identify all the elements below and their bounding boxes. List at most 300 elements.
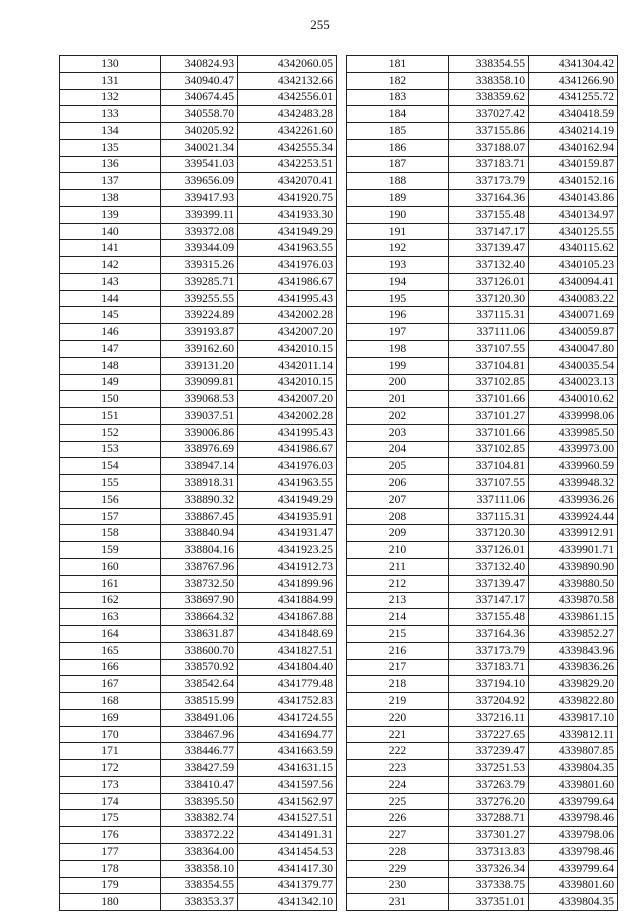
point-number-cell: 133 [60,106,161,123]
point-number-cell: 183 [347,89,449,106]
x-coordinate-cell: 337120.30 [449,525,529,542]
y-coordinate-cell: 4341527.51 [238,810,337,827]
table-row [60,223,337,240]
y-coordinate-cell: 4341804.40 [238,659,337,676]
table-row [60,609,337,626]
point-number-cell: 209 [347,525,449,542]
table-body [60,56,337,911]
x-coordinate-cell: 337132.40 [449,257,529,274]
table-row [347,776,618,793]
x-coordinate-cell: 337155.48 [449,609,529,626]
table-row [60,341,337,358]
y-coordinate-cell: 4340162.94 [529,139,618,156]
y-coordinate-cell: 4340059.87 [529,324,618,341]
point-number-cell: 207 [347,491,449,508]
x-coordinate-cell: 337164.36 [449,626,529,643]
point-number-cell: 151 [60,408,161,425]
y-coordinate-cell: 4340418.59 [529,106,618,123]
point-number-cell: 136 [60,156,161,173]
x-coordinate-cell: 337120.30 [449,290,529,307]
x-coordinate-cell: 337101.66 [449,391,529,408]
y-coordinate-cell: 4342002.28 [238,307,337,324]
y-coordinate-cell: 4342002.28 [238,408,337,425]
table-row [347,525,618,542]
x-coordinate-cell: 338354.55 [449,56,529,73]
point-number-cell: 178 [60,860,161,877]
x-coordinate-cell: 340824.93 [161,56,238,73]
point-number-cell: 163 [60,609,161,626]
point-number-cell: 200 [347,374,449,391]
x-coordinate-cell: 338840.94 [161,525,238,542]
x-coordinate-cell: 337126.01 [449,542,529,559]
point-number-cell: 189 [347,190,449,207]
x-coordinate-cell: 337101.27 [449,408,529,425]
y-coordinate-cell: 4339843.96 [529,642,618,659]
y-coordinate-cell: 4339804.35 [529,760,618,777]
point-number-cell: 171 [60,743,161,760]
x-coordinate-cell: 337216.11 [449,709,529,726]
y-coordinate-cell: 4339804.35 [529,894,618,911]
x-coordinate-cell: 339099.81 [161,374,238,391]
point-number-cell: 231 [347,894,449,911]
table-row [60,307,337,324]
x-coordinate-cell: 338353.37 [161,894,238,911]
x-coordinate-cell: 338491.06 [161,709,238,726]
x-coordinate-cell: 337276.20 [449,793,529,810]
table-row [347,542,618,559]
x-coordinate-cell: 339344.09 [161,240,238,257]
point-number-cell: 155 [60,475,161,492]
point-number-cell: 188 [347,173,449,190]
y-coordinate-cell: 4340071.69 [529,307,618,324]
x-coordinate-cell: 338382.74 [161,810,238,827]
table-row [60,441,337,458]
y-coordinate-cell: 4339852.27 [529,626,618,643]
y-coordinate-cell: 4341752.83 [238,693,337,710]
x-coordinate-cell: 338570.92 [161,659,238,676]
table-row [60,324,337,341]
x-coordinate-cell: 337164.36 [449,190,529,207]
table-row [347,139,618,156]
table-row [60,240,337,257]
y-coordinate-cell: 4341255.72 [529,89,618,106]
x-coordinate-cell: 338804.16 [161,542,238,559]
table-row [347,206,618,223]
point-number-cell: 211 [347,558,449,575]
point-number-cell: 226 [347,810,449,827]
y-coordinate-cell: 4341923.25 [238,542,337,559]
x-coordinate-cell: 337132.40 [449,558,529,575]
x-coordinate-cell: 337183.71 [449,156,529,173]
point-number-cell: 218 [347,676,449,693]
point-number-cell: 197 [347,324,449,341]
x-coordinate-cell: 338427.59 [161,760,238,777]
x-coordinate-cell: 337173.79 [449,173,529,190]
y-coordinate-cell: 4341949.29 [238,491,337,508]
table-row [347,173,618,190]
table-row [347,156,618,173]
y-coordinate-cell: 4340035.54 [529,357,618,374]
y-coordinate-cell: 4341931.47 [238,525,337,542]
x-coordinate-cell: 338364.00 [161,843,238,860]
table-row [347,290,618,307]
x-coordinate-cell: 339372.08 [161,223,238,240]
point-number-cell: 224 [347,776,449,793]
y-coordinate-cell: 4342011.14 [238,357,337,374]
point-number-cell: 175 [60,810,161,827]
point-number-cell: 222 [347,743,449,760]
table-row [60,408,337,425]
x-coordinate-cell: 337102.85 [449,441,529,458]
point-number-cell: 150 [60,391,161,408]
table-row [347,72,618,89]
x-coordinate-cell: 337115.31 [449,307,529,324]
y-coordinate-cell: 4341963.55 [238,240,337,257]
y-coordinate-cell: 4339829.20 [529,676,618,693]
table-row [347,693,618,710]
table-row [347,475,618,492]
x-coordinate-cell: 339656.09 [161,173,238,190]
point-number-cell: 132 [60,89,161,106]
y-coordinate-cell: 4341848.69 [238,626,337,643]
y-coordinate-cell: 4341995.43 [238,290,337,307]
table-row [60,709,337,726]
point-number-cell: 215 [347,626,449,643]
table-row [60,743,337,760]
point-number-cell: 166 [60,659,161,676]
table-row [347,374,618,391]
table-row [347,56,618,73]
y-coordinate-cell: 4340143.86 [529,190,618,207]
y-coordinate-cell: 4339798.46 [529,843,618,860]
x-coordinate-cell: 337126.01 [449,273,529,290]
point-number-cell: 168 [60,693,161,710]
y-coordinate-cell: 4339807.85 [529,743,618,760]
x-coordinate-cell: 338359.62 [449,89,529,106]
x-coordinate-cell: 338446.77 [161,743,238,760]
x-coordinate-cell: 337188.07 [449,139,529,156]
point-number-cell: 199 [347,357,449,374]
x-coordinate-cell: 337313.83 [449,843,529,860]
y-coordinate-cell: 4341597.56 [238,776,337,793]
point-number-cell: 185 [347,123,449,140]
point-number-cell: 221 [347,726,449,743]
x-coordinate-cell: 338600.70 [161,642,238,659]
point-number-cell: 217 [347,659,449,676]
x-coordinate-cell: 340674.45 [161,89,238,106]
table-row [347,223,618,240]
x-coordinate-cell: 337111.06 [449,491,529,508]
point-number-cell: 152 [60,424,161,441]
x-coordinate-cell: 340205.92 [161,123,238,140]
table-row [347,307,618,324]
table-row [347,843,618,860]
x-coordinate-cell: 337183.71 [449,659,529,676]
table-row [347,575,618,592]
table-row [347,508,618,525]
point-number-cell: 227 [347,827,449,844]
point-number-cell: 219 [347,693,449,710]
x-coordinate-cell: 339417.93 [161,190,238,207]
x-coordinate-cell: 337338.75 [449,877,529,894]
table-row [347,743,618,760]
y-coordinate-cell: 4340105.23 [529,257,618,274]
table-row [347,760,618,777]
point-number-cell: 186 [347,139,449,156]
y-coordinate-cell: 4341986.67 [238,273,337,290]
point-number-cell: 139 [60,206,161,223]
table-row [347,894,618,911]
x-coordinate-cell: 338358.10 [449,72,529,89]
x-coordinate-cell: 339399.11 [161,206,238,223]
point-number-cell: 182 [347,72,449,89]
table-row [347,676,618,693]
y-coordinate-cell: 4339822.80 [529,693,618,710]
point-number-cell: 165 [60,642,161,659]
table-row [60,776,337,793]
point-number-cell: 173 [60,776,161,793]
x-coordinate-cell: 338918.31 [161,475,238,492]
x-coordinate-cell: 337288.71 [449,810,529,827]
table-row [60,206,337,223]
point-number-cell: 146 [60,324,161,341]
table-row [60,860,337,877]
y-coordinate-cell: 4341935.91 [238,508,337,525]
y-coordinate-cell: 4341304.42 [529,56,618,73]
y-coordinate-cell: 4340115.62 [529,240,618,257]
table-row [60,106,337,123]
point-number-cell: 202 [347,408,449,425]
point-number-cell: 230 [347,877,449,894]
point-number-cell: 141 [60,240,161,257]
y-coordinate-cell: 4339801.60 [529,776,618,793]
x-coordinate-cell: 339193.87 [161,324,238,341]
table-row [347,357,618,374]
table-row [60,626,337,643]
x-coordinate-cell: 337239.47 [449,743,529,760]
table-row [60,475,337,492]
table-row [347,257,618,274]
point-number-cell: 131 [60,72,161,89]
table-row [347,592,618,609]
x-coordinate-cell: 339037.51 [161,408,238,425]
point-number-cell: 187 [347,156,449,173]
point-number-cell: 201 [347,391,449,408]
table-row [347,860,618,877]
y-coordinate-cell: 4339801.60 [529,877,618,894]
x-coordinate-cell: 340558.70 [161,106,238,123]
x-coordinate-cell: 339006.86 [161,424,238,441]
y-coordinate-cell: 4342007.20 [238,391,337,408]
x-coordinate-cell: 339285.71 [161,273,238,290]
point-number-cell: 214 [347,609,449,626]
table-row [60,374,337,391]
y-coordinate-cell: 4339998.06 [529,408,618,425]
table-row [60,257,337,274]
point-number-cell: 191 [347,223,449,240]
y-coordinate-cell: 4341963.55 [238,475,337,492]
table-row [60,693,337,710]
point-number-cell: 143 [60,273,161,290]
point-number-cell: 170 [60,726,161,743]
table-row [347,240,618,257]
point-number-cell: 220 [347,709,449,726]
point-number-cell: 156 [60,491,161,508]
table-body [347,56,618,911]
y-coordinate-cell: 4341920.75 [238,190,337,207]
table-row [60,139,337,156]
x-coordinate-cell: 337301.27 [449,827,529,844]
y-coordinate-cell: 4342060.05 [238,56,337,73]
x-coordinate-cell: 340940.47 [161,72,238,89]
table-row [60,843,337,860]
x-coordinate-cell: 338697.90 [161,592,238,609]
table-row [347,558,618,575]
coordinates-table-right [346,55,618,911]
y-coordinate-cell: 4339924.44 [529,508,618,525]
y-coordinate-cell: 4341899.96 [238,575,337,592]
table-row [60,676,337,693]
table-row [60,156,337,173]
point-number-cell: 210 [347,542,449,559]
y-coordinate-cell: 4339861.15 [529,609,618,626]
table-row [347,341,618,358]
point-number-cell: 204 [347,441,449,458]
point-number-cell: 195 [347,290,449,307]
table-row [347,726,618,743]
y-coordinate-cell: 4339973.00 [529,441,618,458]
point-number-cell: 193 [347,257,449,274]
point-number-cell: 228 [347,843,449,860]
y-coordinate-cell: 4340010.62 [529,391,618,408]
x-coordinate-cell: 337194.10 [449,676,529,693]
table-row [347,123,618,140]
y-coordinate-cell: 4342253.51 [238,156,337,173]
table-row [60,290,337,307]
table-row [347,626,618,643]
x-coordinate-cell: 337139.47 [449,240,529,257]
x-coordinate-cell: 338890.32 [161,491,238,508]
table-row [347,458,618,475]
table-row [60,877,337,894]
y-coordinate-cell: 4341949.29 [238,223,337,240]
x-coordinate-cell: 338467.96 [161,726,238,743]
y-coordinate-cell: 4341342.10 [238,894,337,911]
y-coordinate-cell: 4341266.90 [529,72,618,89]
table-row [347,273,618,290]
table-row [347,709,618,726]
y-coordinate-cell: 4340047.80 [529,341,618,358]
y-coordinate-cell: 4339812.11 [529,726,618,743]
table-row [347,877,618,894]
table-row [60,89,337,106]
point-number-cell: 180 [60,894,161,911]
x-coordinate-cell: 337251.53 [449,760,529,777]
y-coordinate-cell: 4339799.64 [529,793,618,810]
y-coordinate-cell: 4339936.26 [529,491,618,508]
y-coordinate-cell: 4342010.15 [238,341,337,358]
x-coordinate-cell: 338947.14 [161,458,238,475]
point-number-cell: 212 [347,575,449,592]
y-coordinate-cell: 4339798.46 [529,810,618,827]
point-number-cell: 162 [60,592,161,609]
x-coordinate-cell: 337107.55 [449,341,529,358]
y-coordinate-cell: 4340023.13 [529,374,618,391]
y-coordinate-cell: 4341694.77 [238,726,337,743]
point-number-cell: 172 [60,760,161,777]
point-number-cell: 229 [347,860,449,877]
y-coordinate-cell: 4341976.03 [238,458,337,475]
table-row [347,827,618,844]
point-number-cell: 145 [60,307,161,324]
point-number-cell: 203 [347,424,449,441]
point-number-cell: 144 [60,290,161,307]
x-coordinate-cell: 337111.06 [449,324,529,341]
table-row [347,642,618,659]
y-coordinate-cell: 4340152.16 [529,173,618,190]
point-number-cell: 184 [347,106,449,123]
point-number-cell: 216 [347,642,449,659]
y-coordinate-cell: 4341724.55 [238,709,337,726]
point-number-cell: 140 [60,223,161,240]
table-row [347,190,618,207]
y-coordinate-cell: 4339880.50 [529,575,618,592]
y-coordinate-cell: 4339901.71 [529,542,618,559]
table-row [60,508,337,525]
point-number-cell: 181 [347,56,449,73]
x-coordinate-cell: 337173.79 [449,642,529,659]
table-row [60,810,337,827]
table-row [60,793,337,810]
point-number-cell: 167 [60,676,161,693]
point-number-cell: 177 [60,843,161,860]
table-row [60,273,337,290]
point-number-cell: 159 [60,542,161,559]
y-coordinate-cell: 4342007.20 [238,324,337,341]
y-coordinate-cell: 4341827.51 [238,642,337,659]
table-row [347,424,618,441]
x-coordinate-cell: 339162.60 [161,341,238,358]
x-coordinate-cell: 338631.87 [161,626,238,643]
table-row [347,810,618,827]
point-number-cell: 142 [60,257,161,274]
point-number-cell: 223 [347,760,449,777]
table-row [60,659,337,676]
table-row [60,173,337,190]
point-number-cell: 158 [60,525,161,542]
x-coordinate-cell: 338358.10 [161,860,238,877]
point-number-cell: 194 [347,273,449,290]
x-coordinate-cell: 337204.92 [449,693,529,710]
y-coordinate-cell: 4339912.91 [529,525,618,542]
x-coordinate-cell: 338515.99 [161,693,238,710]
x-coordinate-cell: 339541.03 [161,156,238,173]
x-coordinate-cell: 339315.26 [161,257,238,274]
y-coordinate-cell: 4342556.01 [238,89,337,106]
table-row [347,609,618,626]
y-coordinate-cell: 4341417.30 [238,860,337,877]
point-number-cell: 148 [60,357,161,374]
table-row [60,592,337,609]
y-coordinate-cell: 4339817.10 [529,709,618,726]
y-coordinate-cell: 4341663.59 [238,743,337,760]
point-number-cell: 213 [347,592,449,609]
table-row [60,123,337,140]
table-row [60,575,337,592]
point-number-cell: 149 [60,374,161,391]
y-coordinate-cell: 4340134.97 [529,206,618,223]
y-coordinate-cell: 4339870.58 [529,592,618,609]
